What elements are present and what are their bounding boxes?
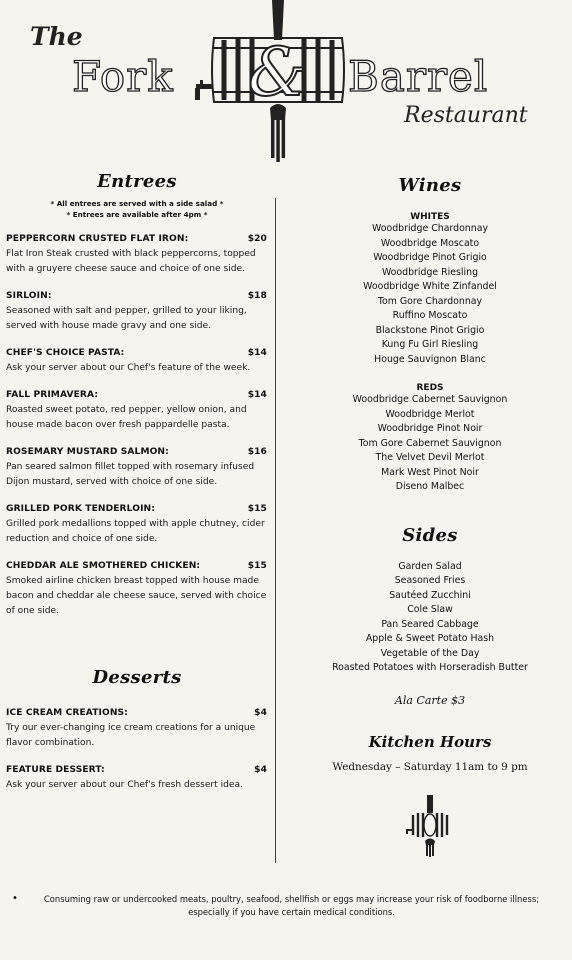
item-name: ROSEMARY MUSTARD SALMON: (6, 447, 169, 457)
logo-the: The (30, 22, 83, 51)
whites-label: WHITES (410, 212, 450, 222)
item-price: $4 (254, 708, 267, 718)
sides-title: Sides (402, 524, 458, 546)
logo-ampersand: & (248, 34, 307, 111)
logo-barrel: Barrel (348, 52, 489, 101)
list-item: Cole Slaw (407, 604, 453, 615)
list-item: Woodbridge Pinot Noir (377, 423, 483, 434)
item-description: Roasted sweet potato, red pepper, yellow onion, and house made bacon over fresh pappardelle pasta. (6, 405, 247, 430)
item-description: Pan seared salmon fillet topped with rosemary infused Dijon mustard, served with choice of one side. (6, 462, 255, 487)
menu-item (6, 447, 268, 490)
item-name: ICE CREAM CREATIONS: (6, 708, 128, 718)
item-name: SIRLOIN: (6, 291, 52, 301)
list-item: The Velvet Devil Merlot (375, 452, 485, 463)
item-price: $18 (247, 291, 267, 301)
entrees-note: * All entrees are served with a side salad * (50, 199, 224, 208)
list-item: Woodbridge Merlot (385, 408, 475, 420)
entrees-note: * Entrees are available after 4pm * (66, 210, 208, 219)
bullet: • (12, 893, 18, 904)
list-item: Tom Gore Cabernet Sauvignon (358, 437, 502, 449)
item-price: $16 (247, 447, 267, 457)
desserts-list (6, 708, 268, 793)
item-name: CHEF'S CHOICE PASTA: (6, 348, 125, 358)
small-fork-barrel-icon (405, 795, 455, 857)
item-name: FALL PRIMAVERA: (6, 390, 99, 400)
item-price: $4 (254, 765, 267, 775)
list-item: Woodbridge Cabernet Sauvignon (352, 394, 508, 405)
disclaimer-text: Consuming raw or undercooked meats, poultry, seafood, shellfish or eggs may increase your risk of foodborne illness; especially if you have certain medical conditions. (43, 894, 540, 917)
list-item: Woodbridge White Zinfandel (363, 281, 497, 292)
menu-item (6, 291, 268, 334)
list-item: Garden Salad (398, 560, 462, 572)
item-price: $15 (247, 504, 267, 514)
whites-list (300, 222, 560, 367)
list-item: Sautéed Zucchini (389, 589, 471, 601)
kitchen-hours-title: Kitchen Hours (368, 732, 492, 751)
item-name: PEPPERCORN CRUSTED FLAT IRON: (6, 234, 189, 244)
reds-label: REDS (416, 383, 444, 393)
item-name: GRILLED PORK TENDERLOIN: (6, 504, 155, 514)
menu-item (6, 765, 268, 793)
item-name: CHEDDAR ALE SMOTHERED CHICKEN: (6, 561, 201, 571)
wines-title: Wines (398, 175, 462, 196)
item-description: Ask your server about our Chef's fresh dessert idea. (6, 780, 243, 790)
list-item: Diseno Malbec (395, 481, 465, 492)
list-item: Vegetable of the Day (380, 647, 480, 659)
desserts-title: Desserts (92, 667, 182, 688)
list-item: Blackstone Pinot Grigio (375, 324, 485, 336)
list-item: Tom Gore Chardonnay (377, 295, 483, 307)
item-description: Try our ever-changing ice cream creations for a unique flavor combination. (6, 723, 256, 748)
menu-item (6, 390, 268, 433)
list-item: Woodbridge Moscato (380, 237, 480, 249)
logo-fork: Fork (72, 52, 174, 101)
menu-item (6, 561, 268, 619)
reds-list (300, 393, 560, 495)
menu-item (6, 234, 268, 277)
menu-item (6, 348, 268, 376)
entrees-title: Entrees (97, 171, 177, 192)
entrees-list (6, 234, 268, 619)
list-item: Houge Sauvignon Blanc (374, 353, 486, 365)
list-item: Ruffino Moscato (392, 310, 468, 321)
kitchen-hours-text: Wednesday – Saturday 11am to 9 pm (332, 760, 528, 773)
item-description: Smoked airline chicken breast topped with house made bacon and cheddar ale cheese sauce, served with choice of one side. (6, 576, 267, 616)
list-item: Mark West Pinot Noir (381, 466, 479, 478)
list-item: Seasoned Fries (394, 575, 466, 586)
list-item: Roasted Potatoes with Horseradish Butter (332, 662, 528, 673)
column-divider (275, 198, 276, 863)
item-description: Flat Iron Steak crusted with black peppercorns, topped with a gruyere cheese sauce and choice of one side. (6, 249, 256, 274)
list-item: Woodbridge Riesling (381, 266, 479, 278)
menu-item (6, 708, 268, 751)
item-price: $15 (247, 561, 267, 571)
list-item: Pan Seared Cabbage (381, 618, 479, 630)
item-name: FEATURE DESSERT: (6, 765, 105, 775)
sides-list (300, 560, 560, 676)
item-description: Grilled pork medallions topped with apple chutney, cider reduction and choice of one side. (6, 519, 265, 544)
item-price: $20 (247, 234, 267, 244)
list-item: Kung Fu Girl Riesling (381, 339, 479, 350)
item-price: $14 (247, 390, 267, 400)
ala-carte-price: Ala Carte $3 (394, 693, 466, 707)
menu-item (6, 504, 268, 547)
list-item: Woodbridge Pinot Grigio (373, 252, 487, 263)
list-item: Woodbridge Chardonnay (372, 223, 488, 234)
item-description: Seasoned with salt and pepper, grilled to your liking, served with house made gravy and one side. (6, 306, 247, 331)
list-item: Apple & Sweet Potato Hash (365, 633, 495, 644)
item-price: $14 (247, 348, 267, 358)
allergy-disclaimer (12, 893, 557, 919)
left-column (6, 165, 268, 793)
right-column (300, 165, 560, 857)
logo-restaurant: Restaurant (404, 103, 528, 128)
item-description: Ask your server about our Chef's feature of the week. (6, 363, 251, 373)
restaurant-logo (0, 0, 572, 165)
entrees-notes (6, 198, 268, 220)
